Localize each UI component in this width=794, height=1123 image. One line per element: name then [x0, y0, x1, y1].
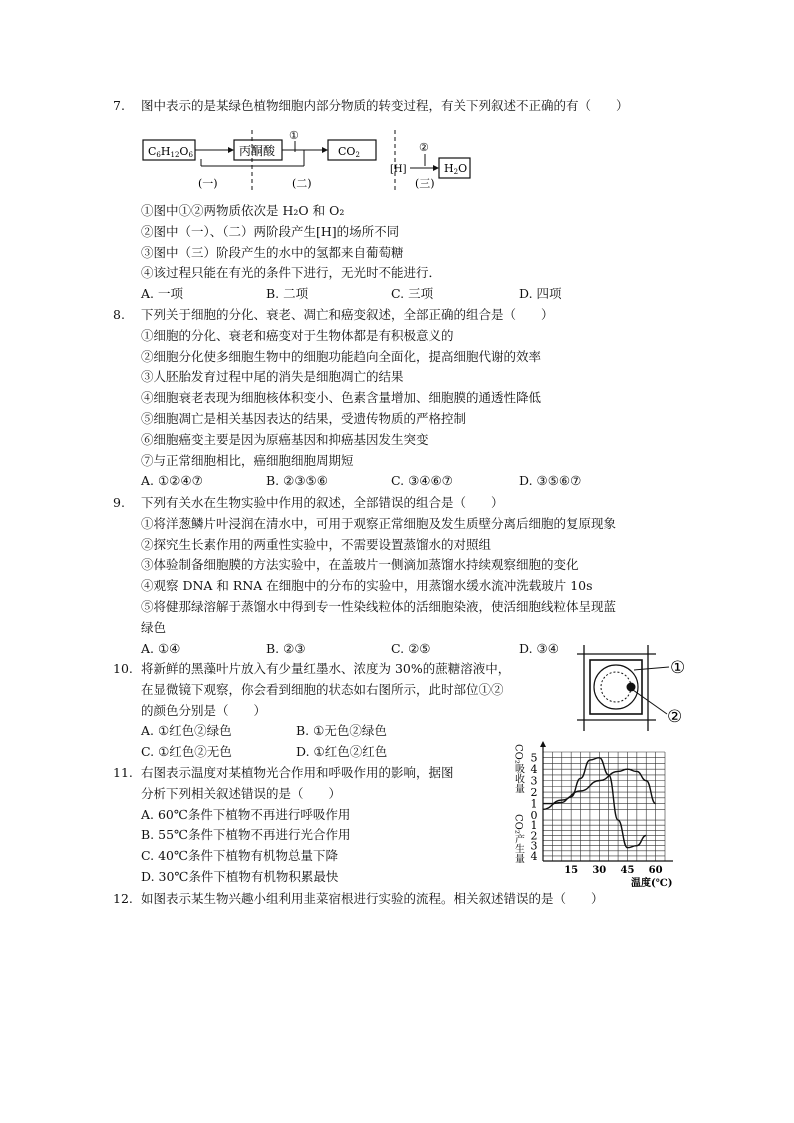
statement: ⑤将健那绿溶解于蒸馏水中得到专一性染线粒体的活细胞染液，使活细胞线粒体呈现蓝 — [141, 598, 617, 614]
statement: ⑤细胞凋亡是相关基因表达的结果，受遗传物质的严格控制 — [141, 410, 467, 426]
question-stem: 下列有关水在生物实验中作用的叙述，全部错误的组合是（ ） — [141, 495, 504, 510]
y-axis-arrow — [540, 741, 546, 747]
question-number: 12. — [113, 891, 133, 906]
question-stem: 在显微镜下观察，你会看到细胞的状态如右图所示，此时部位①② — [141, 681, 504, 697]
question-7 — [113, 96, 683, 117]
statement: ⑥细胞癌变主要是因为原癌基因和抑癌基因发生突变 — [141, 431, 429, 447]
stage-2-label: (二) — [292, 177, 312, 190]
stage-1-label: (一) — [198, 177, 218, 190]
statement: ③人胚胎发育过程中尾的消失是细胞凋亡的结果 — [141, 369, 404, 385]
question-number: 8. — [113, 307, 125, 322]
temperature-co2-chart — [505, 738, 685, 890]
respiration-diagram — [140, 126, 485, 192]
label-1: ① — [670, 658, 686, 678]
water-label: H2O — [444, 162, 468, 176]
option-b[interactable]: B. ②③⑤⑥ — [266, 473, 328, 489]
question-stem: 分析下列相关叙述错误的是（ ） — [141, 785, 342, 801]
option-d[interactable]: D. ③④ — [519, 640, 559, 656]
question-stem: 图中表示的是某绿色植物细胞内部分物质的转变过程，有关下列叙述不正确的有（ ） — [141, 98, 629, 113]
statement: ②细胞分化使多细胞生物中的细胞功能趋向全面化，提高细胞代谢的效率 — [141, 348, 542, 364]
co2-label: CO2 — [338, 145, 360, 159]
question-10 — [113, 659, 563, 763]
options — [113, 284, 683, 305]
y-tick-label: 2 — [530, 829, 538, 843]
glucose-label: C6H12O6 — [148, 145, 193, 159]
y-tick-label: 5 — [530, 751, 538, 765]
option-d[interactable]: D. ①红色②红色 — [296, 744, 388, 760]
plant-cell-figure — [574, 642, 694, 734]
x-tick-label: 60 — [648, 865, 663, 876]
question-stem: 的颜色分别是（ ） — [141, 702, 267, 718]
option-b[interactable]: B. ②③ — [266, 640, 306, 656]
question-12 — [113, 889, 683, 910]
x-tick-label: 15 — [564, 865, 579, 876]
options — [113, 721, 563, 742]
statement: ④细胞衰老表现为细胞核体积变小、色素含量增加、细胞膜的通透性降低 — [141, 390, 542, 406]
series-line-absorption — [543, 758, 646, 848]
question-stem: 下列关于细胞的分化、衰老、凋亡和癌变叙述，全部正确的组合是（ ） — [141, 307, 554, 322]
y-tick-label: 4 — [530, 763, 538, 777]
statement: 绿色 — [141, 619, 167, 635]
option-d[interactable]: D. ③⑤⑥⑦ — [519, 473, 582, 489]
option-b[interactable]: B. 二项 — [266, 286, 309, 302]
marker-2: ② — [419, 141, 429, 154]
question-8 — [113, 305, 683, 492]
chart-ticks — [531, 752, 663, 876]
x-tick-label: 45 — [620, 865, 635, 876]
question-9 — [113, 493, 683, 659]
option-c[interactable]: C. ③④⑥⑦ — [391, 473, 453, 489]
question-stem: 右图表示温度对某植物光合作用和呼吸作用的影响，据图 — [141, 765, 454, 780]
question-number: 11. — [113, 765, 133, 780]
question-number: 9. — [113, 495, 125, 510]
x-tick-label: 30 — [592, 865, 607, 876]
options — [113, 471, 683, 492]
option-a[interactable]: A. 60℃条件下植物不再进行呼吸作用 — [141, 806, 351, 822]
statement: ①图中①②两物质依次是 H₂O 和 O₂ — [141, 203, 345, 218]
option-d[interactable]: D. 30℃条件下植物有机物积累最快 — [141, 868, 339, 884]
option-c[interactable]: C. ②⑤ — [391, 640, 431, 656]
question-number: 10. — [113, 661, 133, 676]
option-a[interactable]: A. ①红色②绿色 — [141, 723, 232, 739]
statement: ③体验制备细胞膜的方法实验中，在盖玻片一侧滴加蒸馏水持续观察细胞的变化 — [141, 557, 579, 573]
statement: ④该过程只能在有光的条件下进行，无光时不能进行． — [141, 265, 442, 281]
options — [113, 742, 563, 763]
option-c[interactable]: C. 40℃条件下植物有机物总量下降 — [141, 848, 338, 864]
ylabel-top: CO₂吸收量 — [512, 744, 524, 794]
label-2: ② — [667, 707, 683, 727]
y-tick-label: 4 — [530, 849, 538, 863]
stage-3-label: (三) — [415, 177, 435, 190]
y-tick-label: 3 — [530, 774, 538, 788]
question-11 — [113, 763, 503, 888]
option-b[interactable]: B. ①无色②绿色 — [296, 723, 387, 739]
statement: ①将洋葱鳞片叶浸润在清水中，可用于观察正常细胞及发生质壁分离后细胞的复原现象 — [141, 515, 617, 531]
option-d[interactable]: D. 四项 — [519, 286, 562, 302]
y-tick-label: 1 — [530, 819, 538, 833]
statement: ④观察 DNA 和 RNA 在细胞中的分布的实验中，用蒸馏水缓水流冲洗载玻片 10s — [141, 578, 593, 594]
marker-1: ① — [289, 129, 299, 142]
hydrogen-label: [H] — [390, 164, 407, 175]
option-c[interactable]: C. 三项 — [391, 286, 434, 302]
option-a[interactable]: A. ①②④⑦ — [141, 473, 203, 489]
option-a[interactable]: A. ①④ — [141, 640, 181, 656]
y-tick-label: 1 — [530, 797, 538, 811]
option-c[interactable]: C. ①红色②无色 — [141, 744, 232, 760]
ylabel-bottom: CO₂产生量 — [512, 814, 524, 864]
statement: ②图中（一）、（二）两阶段产生[H]的场所不同 — [141, 223, 400, 239]
question-stem: 将新鲜的黑藻叶片放入有少量红墨水、浓度为 30%的蔗糖溶液中， — [141, 661, 511, 676]
statement: ①细胞的分化、衰老和癌变对于生物体都是有积极意义的 — [141, 327, 454, 343]
question-number: 7. — [113, 98, 125, 113]
pyruvate-label: 丙酮酸 — [239, 144, 276, 158]
y-tick-label: 3 — [530, 839, 538, 853]
y-tick-label: 0 — [530, 809, 538, 822]
statement: ②探究生长素作用的两重性实验中，不需要设置蒸馏水的对照组 — [141, 536, 492, 552]
option-b[interactable]: B. 55℃条件下植物不再进行光合作用 — [141, 827, 351, 843]
xlabel: 温度(℃) — [631, 878, 673, 889]
statement: ⑦与正常细胞相比，癌细胞细胞周期短 — [141, 452, 354, 468]
question-stem: 如图表示某生物兴趣小组利用韭菜宿根进行实验的流程。相关叙述错误的是（ ） — [141, 891, 604, 906]
option-a[interactable]: A. 一项 — [141, 286, 183, 302]
question-7-items — [113, 201, 683, 305]
statement: ③图中（三）阶段产生的水中的氢都来自葡萄糖 — [141, 244, 404, 260]
y-tick-label: 2 — [530, 786, 538, 800]
